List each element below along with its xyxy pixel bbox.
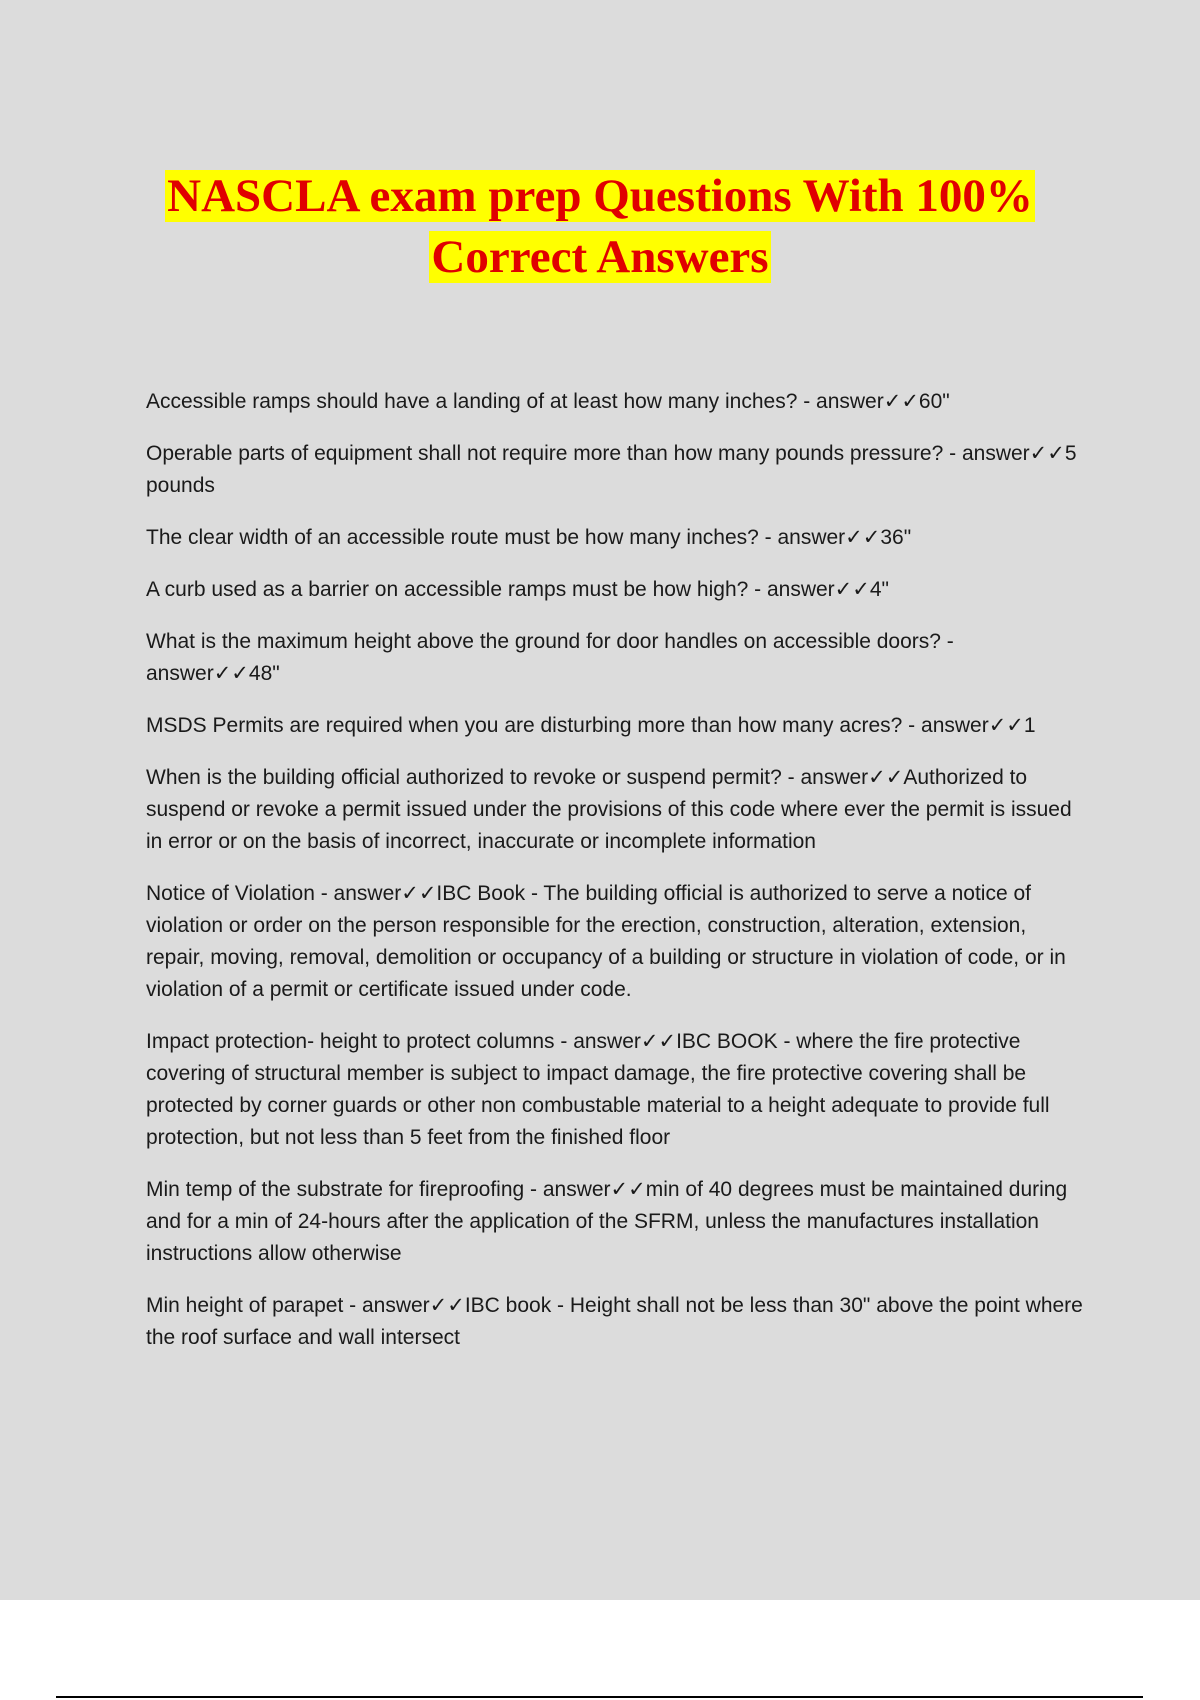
qa-item: MSDS Permits are required when you are disturbing more than how many acres? - answer✓✓1 xyxy=(146,714,1036,737)
qa-item: Accessible ramps should have a landing of at least how many inches? - answer✓✓60" xyxy=(146,390,950,413)
qa-item: Operable parts of equipment shall not require more than how many pounds pressure? - answer✓✓5 pounds xyxy=(146,442,1077,497)
document-title xyxy=(0,166,1200,288)
qa-item: A curb used as a barrier on accessible ramps must be how high? - answer✓✓4" xyxy=(146,578,889,601)
qa-item: What is the maximum height above the ground for door handles on accessible doors? - answer✓✓48" xyxy=(146,630,954,685)
title-line-1: NASCLA exam prep Questions With 100% xyxy=(167,170,1033,222)
qa-item: Notice of Violation - answer✓✓IBC Book - The building official is authorized to serve a notice of violation or order on the person responsible for the erection, construction, alteration, extension, repair, moving, removal, demolition or occupancy of a building or structure in violation of code, or in violation of a permit or certificate issued under code. xyxy=(146,882,1066,1001)
qa-item: Impact protection- height to protect columns - answer✓✓IBC BOOK - where the fire protective covering of structural member is subject to impact damage, the fire protective covering shall be protected by corner guards or other non combustable material to a height adequate to provide full protection, but not less than 5 feet from the finished floor xyxy=(146,1030,1050,1149)
qa-item: Min height of parapet - answer✓✓IBC book - Height shall not be less than 30" above the point where the roof surface and wall intersect xyxy=(146,1294,1083,1349)
title-line-2: Correct Answers xyxy=(431,231,769,283)
qa-list xyxy=(146,386,1086,1374)
qa-item: The clear width of an accessible route must be how many inches? - answer✓✓36" xyxy=(146,526,912,549)
footer-divider xyxy=(56,1696,1143,1698)
qa-item: Min temp of the substrate for fireproofing - answer✓✓min of 40 degrees must be maintained during and for a min of 24-hours after the application of the SFRM, unless the manufactures installation instructions allow otherwise xyxy=(146,1178,1068,1265)
qa-item: When is the building official authorized to revoke or suspend permit? - answer✓✓Authorized to suspend or revoke a permit issued under the provisions of this code where ever the permit is issued in error or on the basis of incorrect, inaccurate or incomplete information xyxy=(146,766,1072,853)
